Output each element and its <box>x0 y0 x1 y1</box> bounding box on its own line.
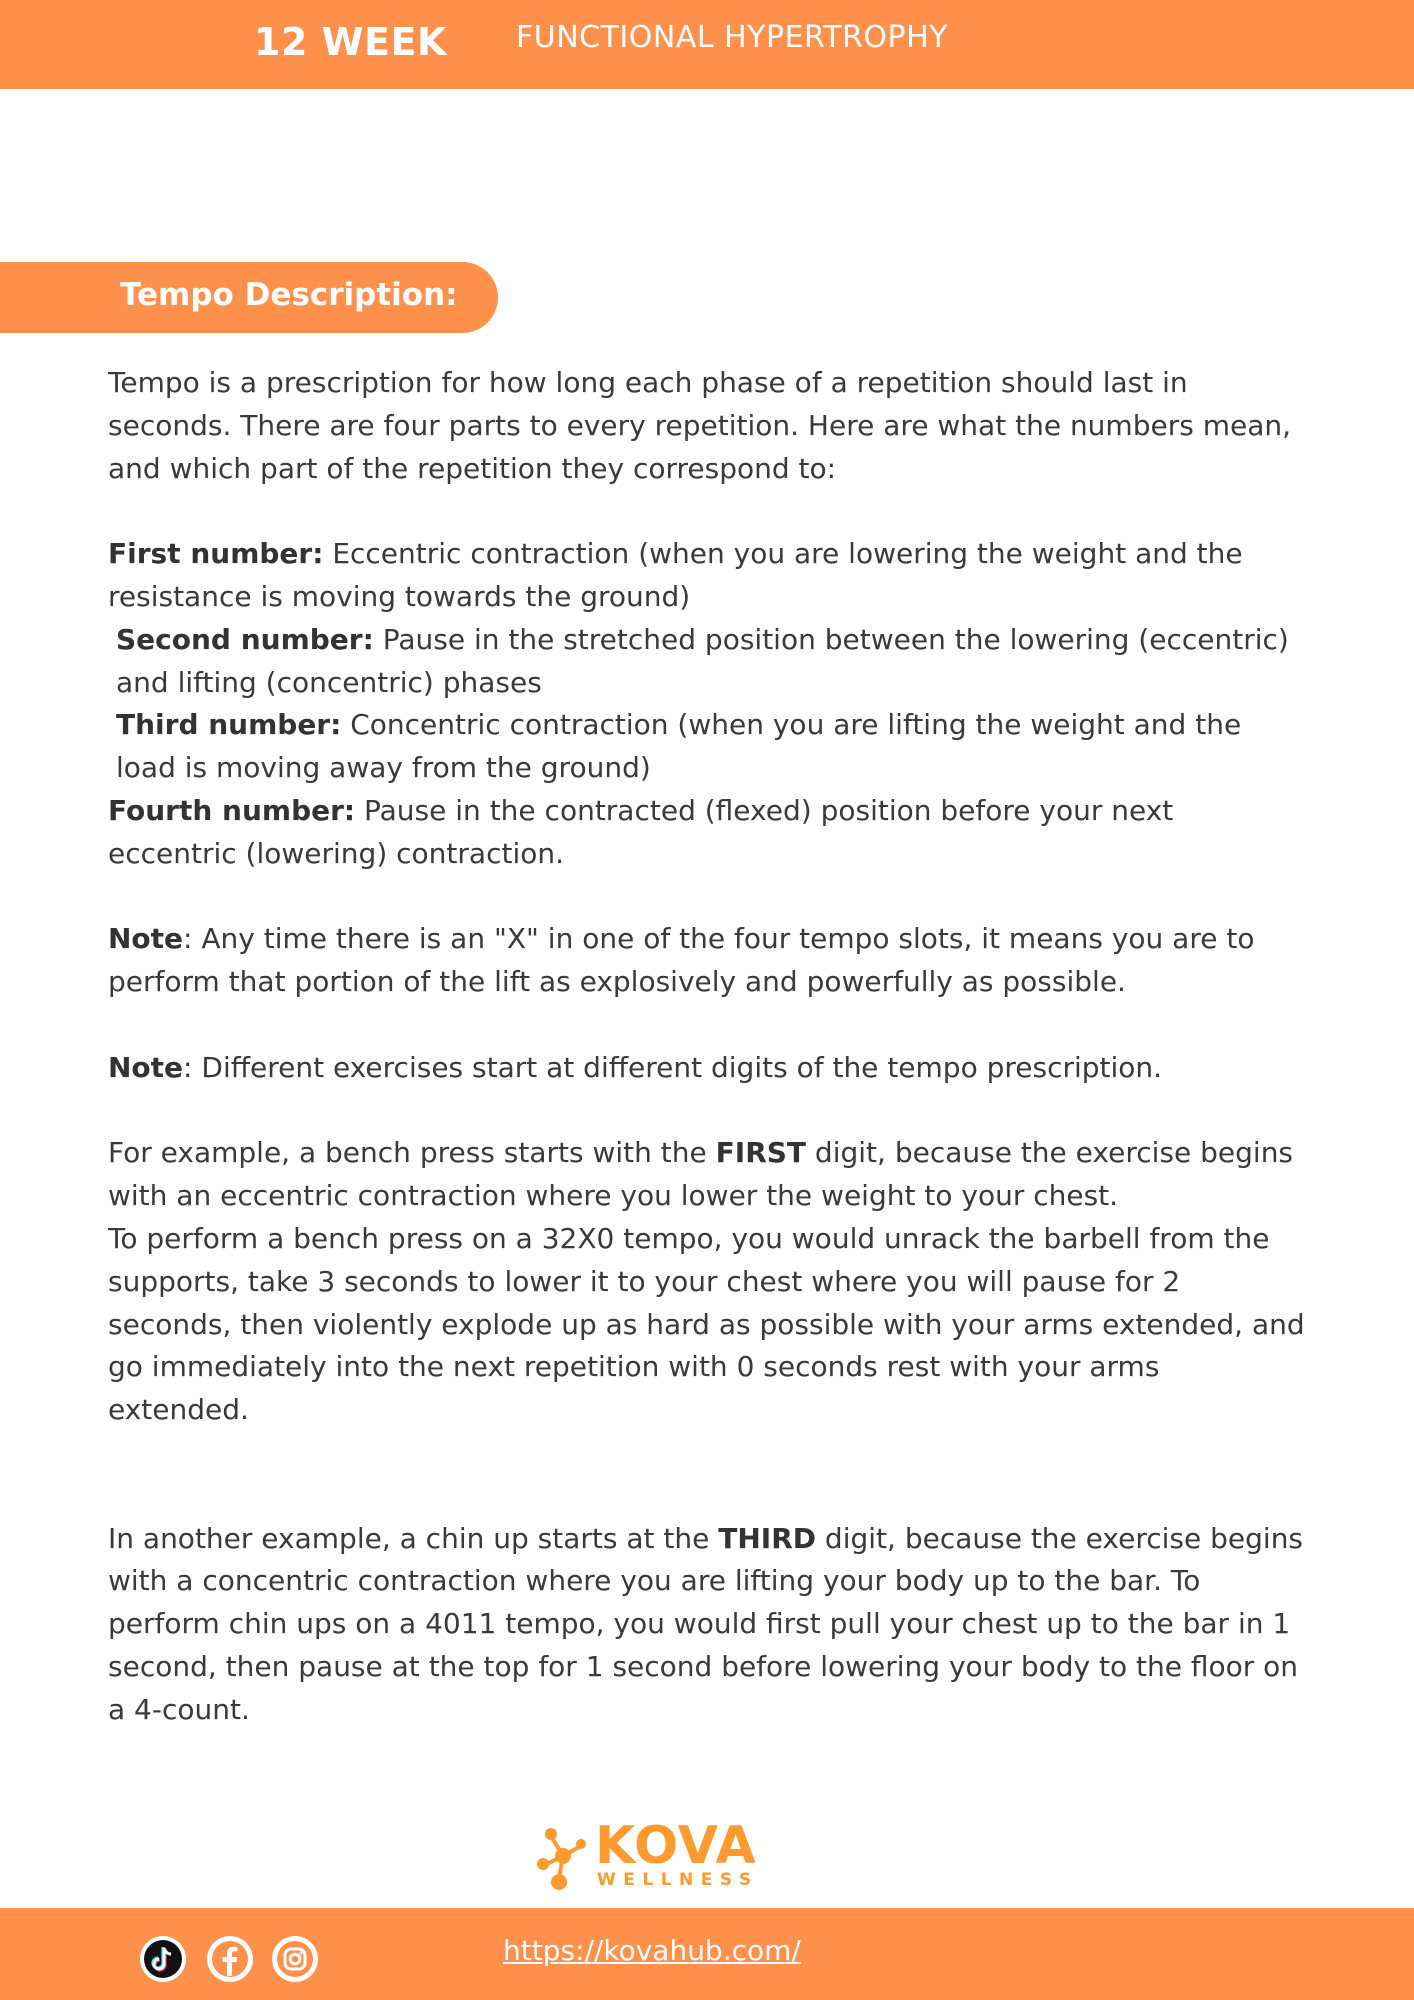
example-emphasis: FIRST <box>715 1136 807 1170</box>
second-number-item <box>108 619 1308 705</box>
program-duration: 12 WEEK <box>254 20 447 64</box>
website-link[interactable]: https://kovahub.com/ <box>503 1934 801 1967</box>
example-emphasis: THIRD <box>718 1521 817 1555</box>
header-bar <box>0 0 1414 89</box>
example-text: In another example, a chin up starts at the <box>108 1521 719 1555</box>
item-text: Pause in the stretched position between the lowering (eccentric) and lifting (concentric) phases <box>116 622 1289 699</box>
logo-tagline: WELLNESS <box>597 1870 759 1890</box>
fourth-number-item <box>108 790 1308 876</box>
footer-bar <box>0 1908 1414 2000</box>
note-text: : Different exercises start at different digits of the tempo prescription. <box>183 1050 1163 1084</box>
note-text: : Any time there is an "X" in one of the four tempo slots, it means you are to perform that portion of the lift as explosively and powerfully as possible. <box>108 922 1255 999</box>
section-title: Tempo Description: <box>120 277 458 313</box>
item-text: Concentric contraction (when you are lifting the weight and the load is moving away from the ground) <box>116 708 1242 785</box>
section-heading <box>0 262 498 333</box>
intro-paragraph: Tempo is a prescription for how long each phase of a repetition should last in seconds. There are four parts to every repetition. Here are what the numbers mean, and which part of the repetition they correspond to: <box>108 366 1292 485</box>
document-body <box>108 362 1308 1732</box>
item-label: Second number: <box>116 622 374 656</box>
example-text: For example, a bench press starts with the <box>108 1136 716 1170</box>
item-label: Third number: <box>116 708 342 742</box>
third-number-item <box>108 704 1308 790</box>
item-label: First number: <box>108 537 324 571</box>
tiktok-icon[interactable] <box>140 1936 186 1982</box>
facebook-icon[interactable] <box>207 1936 253 1982</box>
molecule-icon <box>533 1822 593 1892</box>
example-text: digit, because the exercise begins with an eccentric contraction where you lower the weight to your chest. <box>108 1136 1294 1213</box>
example-text: digit, because the exercise begins with a concentric contraction where you are lifting your body up to the bar. To perform chin ups on a 4011 tempo, you would first pull your chest up to the bar in 1 second, then pause at the top for 1 second before lowering your body to the floor on a 4-count. <box>108 1521 1304 1726</box>
item-text: Pause in the contracted (flexed) position before your next eccentric (lowering) contraction. <box>108 793 1174 870</box>
first-number-item <box>108 533 1308 619</box>
note-explosive <box>108 918 1308 1004</box>
instagram-icon[interactable] <box>272 1936 318 1982</box>
item-label: Fourth number: <box>108 793 356 827</box>
bench-press-detail: To perform a bench press on a 32X0 tempo, you would unrack the barbell from the supports, take 3 seconds to lower it to your chest where you will pause for 2 seconds, then violently explode up as hard as possible with your arms extended, and go immediately into the next repetition with 0 seconds rest with your arms extended. <box>108 1221 1305 1427</box>
note-label: Note <box>108 1050 184 1084</box>
bench-press-example <box>108 1132 1308 1218</box>
kova-wellness-logo <box>533 1818 763 1894</box>
chin-up-example <box>108 1518 1308 1732</box>
program-title: FUNCTIONAL HYPERTROPHY <box>516 20 948 55</box>
note-label: Note <box>108 922 184 956</box>
item-text: Eccentric contraction (when you are lowering the weight and the resistance is moving towards the ground) <box>108 537 1243 613</box>
logo-name: KOVA <box>595 1816 757 1876</box>
note-start-digit <box>108 1047 1308 1090</box>
